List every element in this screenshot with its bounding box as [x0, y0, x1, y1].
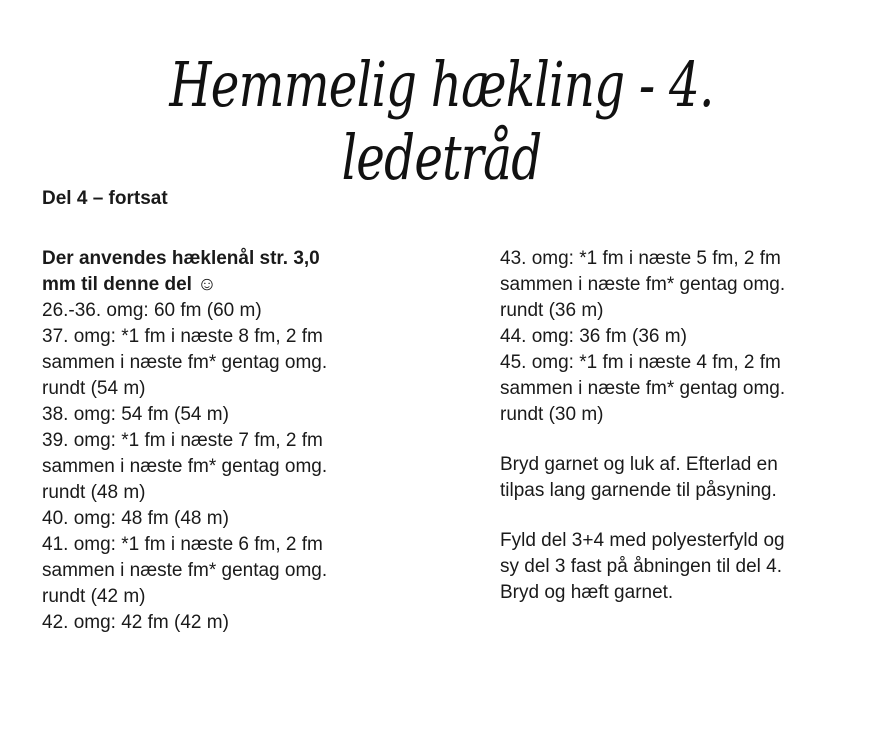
- round-instruction: 43. omg: *1 fm i næste 5 fm, 2 fm sammen i næste fm* gentag omg. rundt (36 m): [500, 248, 786, 321]
- round-instruction: 41. omg: *1 fm i næste 6 fm, 2 fm sammen i næste fm* gentag omg. rundt (42 m): [42, 534, 328, 607]
- round-instruction: 44. omg: 36 fm (36 m): [500, 326, 687, 347]
- page-title: Hemmelig hækling - 4. ledetråd: [169, 48, 714, 194]
- round-instruction: 39. omg: *1 fm i næste 7 fm, 2 fm sammen i næste fm* gentag omg. rundt (48 m): [42, 430, 328, 503]
- finishing-paragraph: Bryd garnet og luk af. Efterlad en tilpas lang garnende til påsyning.: [500, 454, 778, 501]
- round-instruction: 38. omg: 54 fm (54 m): [42, 404, 229, 425]
- right-column: [500, 246, 883, 630]
- assembly-paragraph: Fyld del 3+4 med polyesterfyld og sy del 3 fast på åbningen til del 4. Bryd og hæft garnet.: [500, 530, 785, 603]
- hook-size-note: Der anvendes hæklenål str. 3,0 mm til denne del ☺: [42, 248, 320, 295]
- round-instruction: 42. omg: 42 fm (42 m): [42, 612, 229, 633]
- section-heading: Del 4 – fortsat: [42, 188, 168, 209]
- round-instruction: 40. omg: 48 fm (48 m): [42, 508, 229, 529]
- round-instruction: 26.-36. omg: 60 fm (60 m): [42, 300, 262, 321]
- round-instruction: 45. omg: *1 fm i næste 4 fm, 2 fm sammen i næste fm* gentag omg. rundt (30 m): [500, 352, 786, 425]
- left-column: [42, 246, 462, 636]
- round-instruction: 37. omg: *1 fm i næste 8 fm, 2 fm sammen i næste fm* gentag omg. rundt (54 m): [42, 326, 328, 399]
